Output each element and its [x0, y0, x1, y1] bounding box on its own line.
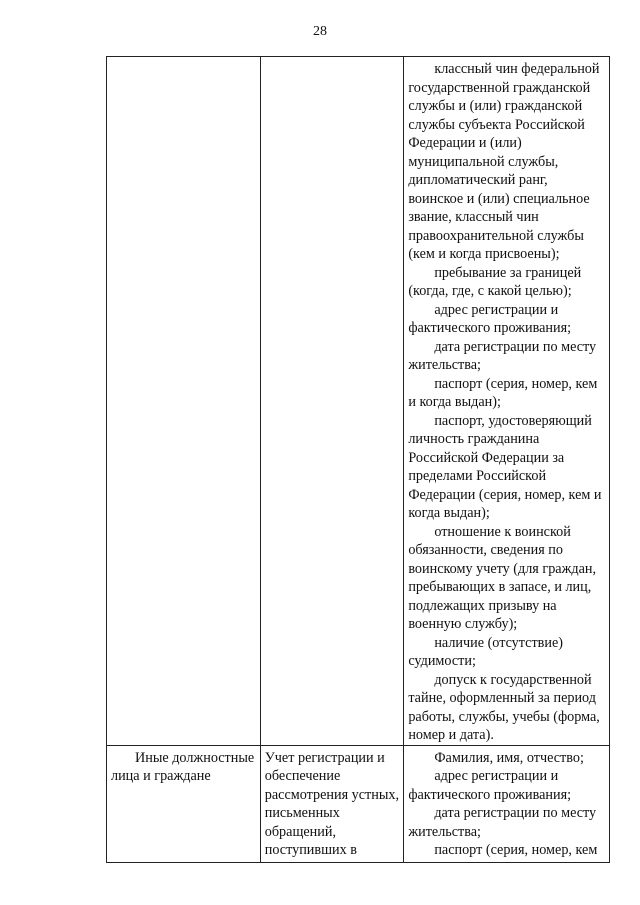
data-item: отношение к воинской обязанности, сведения по воинскому учету (для граждан, пребывающих в запасе, и лиц, подлежащих призыву на военную службу); [408, 523, 597, 632]
data-item: паспорт, удостоверяющий личность гражданина Российской Федерации за пределами Российской Федерации (серия, номер, кем и когда выдан); [408, 412, 602, 521]
table-row [107, 57, 610, 746]
purpose-text: Учет регистрации и обеспечение рассмотрения устных, письменных обращений, поступивших в [264, 749, 399, 858]
data-item: адрес регистрации и фактического проживания; [408, 301, 572, 336]
data-item: паспорт (серия, номер, кем и когда выдан); [408, 375, 598, 410]
data-item: адрес регистрации и фактического проживания; [408, 768, 572, 803]
data-list-cell [404, 745, 610, 862]
purpose-cell [260, 57, 404, 746]
data-item: дата регистрации по месту жительства; [408, 805, 597, 840]
category-cell [107, 57, 261, 746]
data-list-cell [404, 57, 610, 746]
category-text: Иные должностные лица и граждане [111, 749, 255, 784]
purpose-cell [260, 745, 404, 862]
table-row [107, 745, 610, 862]
data-item: Фамилия, имя, отчество; [434, 749, 584, 766]
personal-data-table [106, 56, 610, 863]
data-item: классный чин федеральной государственной гражданской службы и (или) гражданской службы субъекта Российской Федерации и (или) муниципальной службы, дипломатический ранг, воинское и (или) специальное звание, классный чин правоохранительной службы (кем и когда присвоены); [408, 61, 600, 262]
data-item: дата регистрации по месту жительства; [408, 338, 597, 373]
category-cell [107, 745, 261, 862]
page-number: 28 [313, 24, 327, 39]
data-item: допуск к государственной тайне, оформленный за период работы, службы, учебы (форма, номер и дата). [408, 671, 600, 743]
data-item: паспорт (серия, номер, кем [434, 842, 598, 858]
data-item: наличие (отсутствие) судимости; [408, 634, 563, 669]
data-item: пребывание за границей (когда, где, с какой целью); [408, 264, 582, 299]
